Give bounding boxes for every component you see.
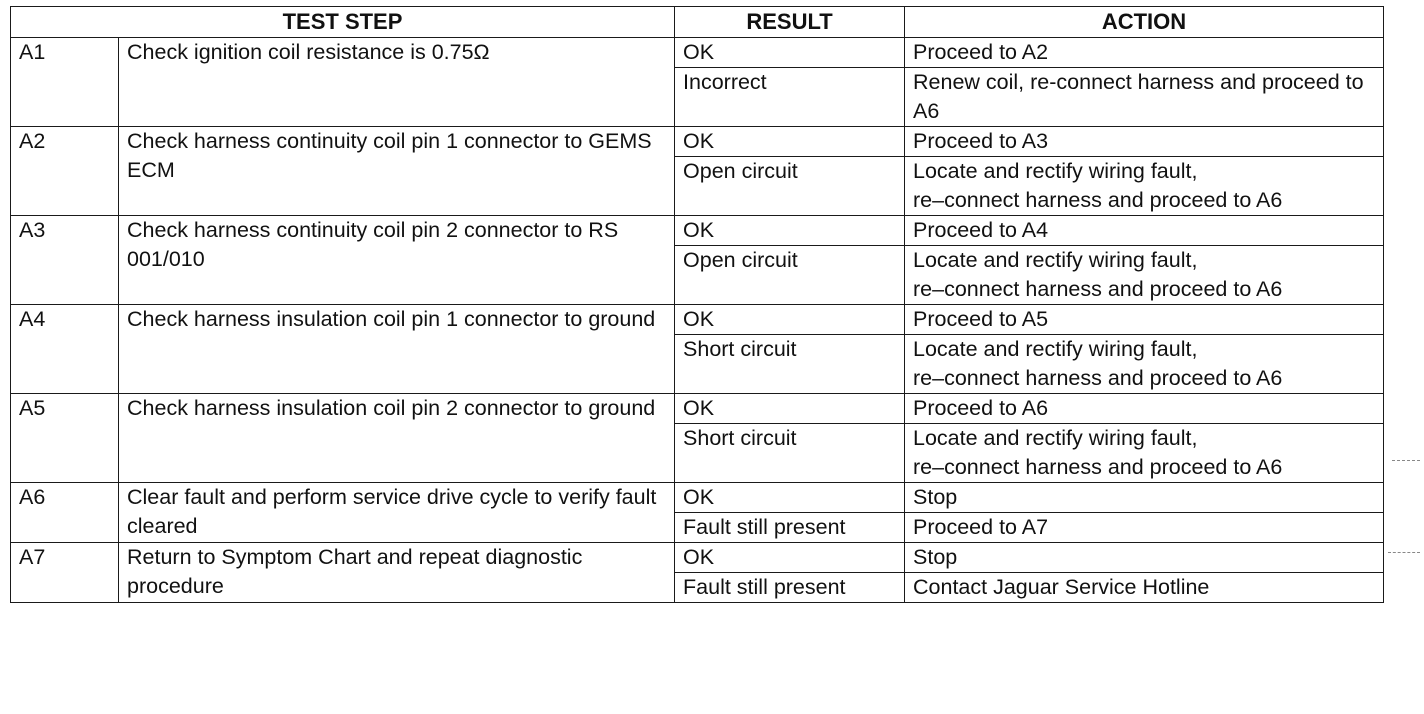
scan-edge-mark <box>1392 460 1420 461</box>
step-description: Clear fault and perform service drive cycle to verify fault cleared <box>119 483 675 543</box>
table-row <box>11 483 1384 513</box>
action-cell: Proceed to A3 <box>905 127 1384 157</box>
step-id: A1 <box>11 38 119 127</box>
table-row <box>11 543 1384 573</box>
action-cell: Proceed to A5 <box>905 305 1384 335</box>
result-cell: OK <box>675 127 905 157</box>
step-description: Check harness insulation coil pin 2 connector to ground <box>119 394 675 483</box>
action-cell: Locate and rectify wiring fault, re–connect harness and proceed to A6 <box>905 246 1384 305</box>
action-cell: Proceed to A7 <box>905 513 1384 543</box>
step-id: A3 <box>11 216 119 305</box>
action-cell: Proceed to A6 <box>905 394 1384 424</box>
table-row <box>11 127 1384 157</box>
table-row <box>11 394 1384 424</box>
result-cell: OK <box>675 38 905 68</box>
step-description: Check harness insulation coil pin 1 connector to ground <box>119 305 675 394</box>
step-description: Return to Symptom Chart and repeat diagnostic procedure <box>119 543 675 603</box>
step-description: Check harness continuity coil pin 2 connector to RS 001/010 <box>119 216 675 305</box>
header-test-step: TEST STEP <box>11 7 675 38</box>
action-cell: Locate and rectify wiring fault, re–connect harness and proceed to A6 <box>905 335 1384 394</box>
step-description: Check harness continuity coil pin 1 connector to GEMS ECM <box>119 127 675 216</box>
table-row <box>11 38 1384 68</box>
header-result: RESULT <box>675 7 905 38</box>
result-cell: OK <box>675 216 905 246</box>
result-cell: Short circuit <box>675 335 905 394</box>
step-id: A6 <box>11 483 119 543</box>
step-id: A5 <box>11 394 119 483</box>
result-cell: Fault still present <box>675 513 905 543</box>
header-row <box>11 7 1384 38</box>
scan-edge-mark <box>1388 552 1420 553</box>
step-id: A4 <box>11 305 119 394</box>
action-cell: Stop <box>905 543 1384 573</box>
result-cell: OK <box>675 483 905 513</box>
result-cell: Open circuit <box>675 157 905 216</box>
step-id: A2 <box>11 127 119 216</box>
header-action: ACTION <box>905 7 1384 38</box>
table-row <box>11 216 1384 246</box>
step-description: Check ignition coil resistance is 0.75Ω <box>119 38 675 127</box>
action-cell: Locate and rectify wiring fault, re–connect harness and proceed to A6 <box>905 157 1384 216</box>
result-cell: Incorrect <box>675 68 905 127</box>
step-id: A7 <box>11 543 119 603</box>
result-cell: Short circuit <box>675 424 905 483</box>
action-cell: Proceed to A4 <box>905 216 1384 246</box>
result-cell: OK <box>675 394 905 424</box>
action-cell: Renew coil, re-connect harness and proceed to A6 <box>905 68 1384 127</box>
result-cell: OK <box>675 543 905 573</box>
diagnostic-table <box>10 6 1384 603</box>
result-cell: OK <box>675 305 905 335</box>
table-row <box>11 305 1384 335</box>
result-cell: Open circuit <box>675 246 905 305</box>
action-cell: Locate and rectify wiring fault, re–connect harness and proceed to A6 <box>905 424 1384 483</box>
action-cell: Stop <box>905 483 1384 513</box>
action-cell: Contact Jaguar Service Hotline <box>905 573 1384 603</box>
action-cell: Proceed to A2 <box>905 38 1384 68</box>
result-cell: Fault still present <box>675 573 905 603</box>
